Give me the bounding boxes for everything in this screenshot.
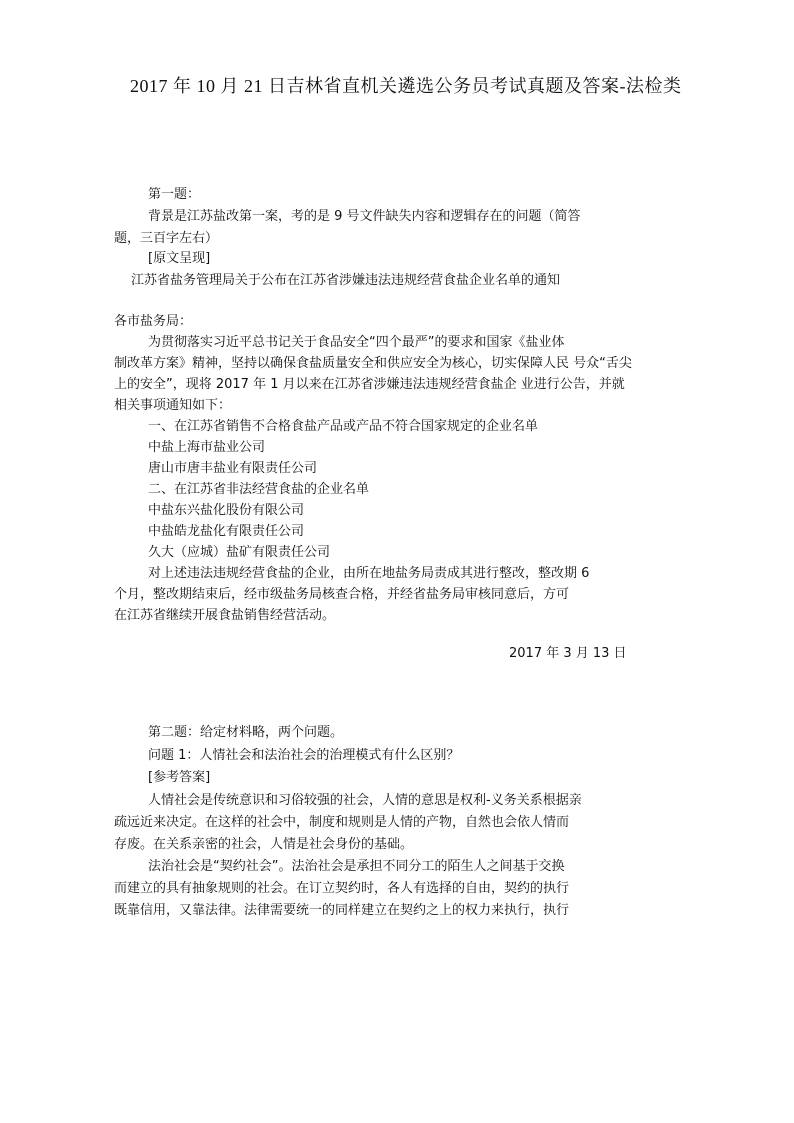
salutation: 各市盐务局： <box>114 314 193 329</box>
paragraph-2-line-2: 个月，整改期结束后，经市级盐务局核查合格，并经省盐务局审核同意后，方可 <box>114 587 570 602</box>
paragraph-1-line-3: 上的安全”，现将 2017 年 1 月以来在江苏省涉嫌违法违规经营食盐企 业进行公告，并就 <box>114 377 625 392</box>
list-1-item: 唐山市唐丰盐业有限责任公司 <box>148 461 318 476</box>
q1-background-line-1: 背景是江苏盐改第一案，考的是 9 号文件缺失内容和逻辑存在的问题（简答 <box>148 209 581 224</box>
paragraph-2-line-3: 在江苏省继续开展食盐销售经营活动。 <box>114 608 336 623</box>
paragraph-1-line-4: 相关事项通知如下： <box>114 398 232 413</box>
q2-heading: 第二题：给定材料略，两个问题。 <box>148 725 344 740</box>
answer-2-line-2: 而建立的具有抽象规则的社会。在订立契约时，各人有选择的自由，契约的执行 <box>114 881 570 896</box>
list-2-item: 中盐皓龙盐化有限责任公司 <box>148 524 305 539</box>
list-2-heading: 二、在江苏省非法经营食盐的企业名单 <box>148 482 370 497</box>
document-title: 2017 年 10 月 21 日吉林省直机关遴选公务员考试真题及答案-法检类 <box>130 76 682 96</box>
list-1-heading: 一、在江苏省销售不合格食盐产品或产品不符合国家规定的企业名单 <box>148 419 539 434</box>
answer-1-line-2: 疏远近来决定。在这样的社会中，制度和规则是人情的产物，自然也会依人情而 <box>114 815 570 830</box>
answer-1-line-3: 存废。在关系亲密的社会，人情是社会身份的基础。 <box>114 837 414 852</box>
paragraph-1-line-1: 为贯彻落实习近平总书记关于食品安全“四个最严”的要求和国家《盐业体 <box>148 335 565 350</box>
list-1-item: 中盐上海市盐业公司 <box>148 440 266 455</box>
reference-answer-label: [参考答案] <box>148 770 211 785</box>
q2-question-1: 问题 1：人情社会和法治社会的治理模式有什么区别？ <box>148 748 460 763</box>
original-text-label: [原文呈现] <box>148 251 211 266</box>
notice-date: 2017 年 3 月 13 日 <box>509 646 627 661</box>
list-2-item: 久大（应城）盐矿有限责任公司 <box>148 545 331 560</box>
paragraph-2-line-1: 对上述违法违规经营食盐的企业，由所在地盐务局责成其进行整改，整改期 6 <box>148 566 590 581</box>
paragraph-1-line-2: 制改革方案》精神，坚持以确保食盐质量安全和供应安全为核心，切实保障人民 号众“舌尖 <box>114 356 632 371</box>
q1-heading: 第一题： <box>148 187 201 202</box>
notice-title: 江苏省盐务管理局关于公布在江苏省涉嫌违法违规经营食盐企业名单的通知 <box>131 273 561 288</box>
q1-background-line-2: 题，三百字左右） <box>114 231 219 246</box>
answer-1-line-1: 人情社会是传统意识和习俗较强的社会，人情的意思是权利-义务关系根据亲 <box>148 793 582 808</box>
list-2-item: 中盐东兴盐化股份有限公司 <box>148 503 305 518</box>
answer-2-line-1: 法治社会是“契约社会”。法治社会是承担不同分工的陌生人之间基于交换 <box>148 859 565 874</box>
answer-2-line-3: 既靠信用，又靠法律。法律需要统一的同样建立在契约之上的权力来执行，执行 <box>114 903 570 918</box>
